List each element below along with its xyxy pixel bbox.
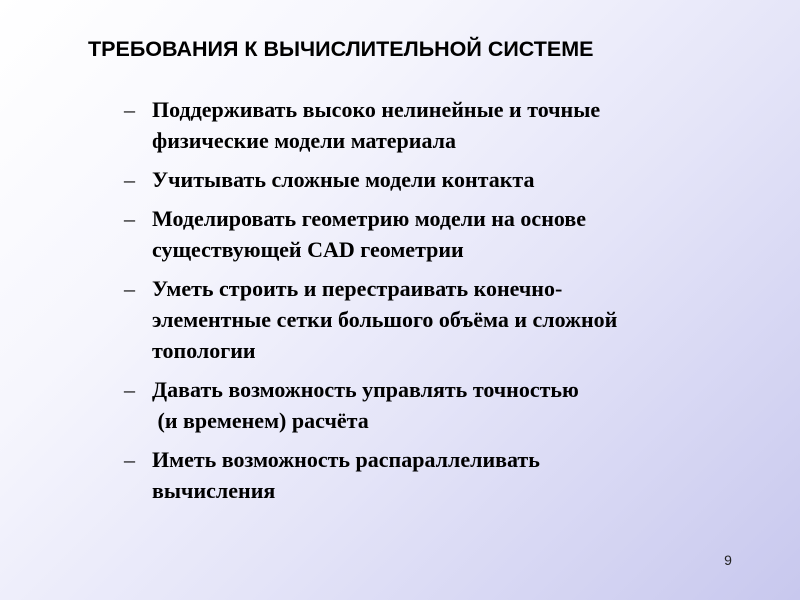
bullet-line: Иметь возможность распараллеливать — [152, 447, 540, 472]
bullet-marker: – — [124, 97, 135, 122]
slide-title: ТРЕБОВАНИЯ К ВЫЧИСЛИТЕЛЬНОЙ СИСТЕМЕ — [88, 37, 594, 61]
bullet-item — [124, 444, 744, 506]
bullet-line: топологии — [152, 338, 256, 363]
bullet-line: Учитывать сложные модели контакта — [152, 167, 535, 192]
bullet-line: вычисления — [152, 478, 276, 503]
bullet-item — [124, 94, 744, 156]
bullet-marker: – — [124, 206, 135, 231]
bullet-line: (и временем) расчёта — [152, 408, 369, 433]
bullet-marker: – — [124, 167, 135, 192]
bullet-item — [124, 374, 744, 436]
bullet-line: Уметь строить и перестраивать конечно- — [152, 276, 563, 301]
bullet-line: элементные сетки большого объёма и сложной — [152, 307, 618, 332]
bullet-marker: – — [124, 276, 135, 301]
bullet-item — [124, 164, 744, 195]
bullet-line: Давать возможность управлять точностью — [152, 377, 579, 402]
bullet-line: существующей CAD геометрии — [152, 237, 464, 262]
bullet-marker: – — [124, 377, 135, 402]
bullet-item — [124, 273, 744, 366]
bullet-line: Моделировать геометрию модели на основе — [152, 206, 586, 231]
bullet-marker: – — [124, 447, 135, 472]
bullet-list — [124, 94, 744, 514]
page-number: 9 — [724, 552, 732, 568]
bullet-line: Поддерживать высоко нелинейные и точные — [152, 97, 601, 122]
bullet-item — [124, 203, 744, 265]
bullet-line: физические модели материала — [152, 128, 456, 153]
